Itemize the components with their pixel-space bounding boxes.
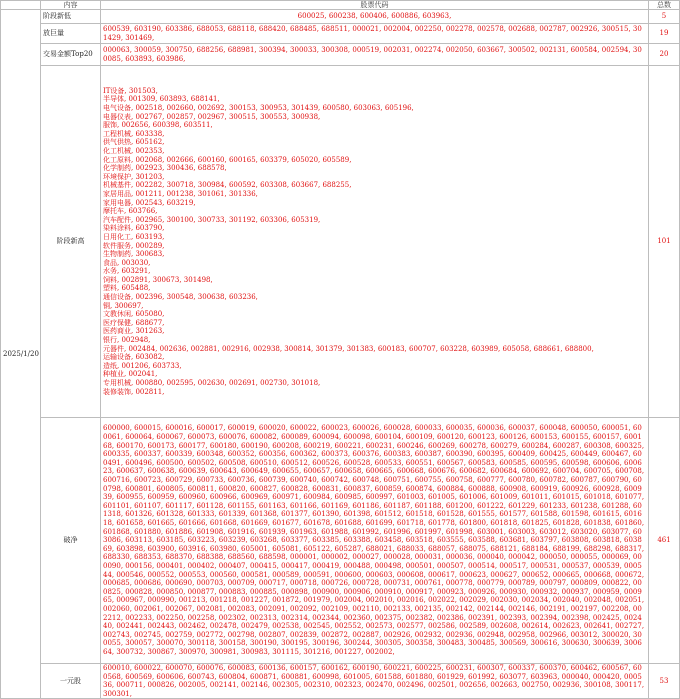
stock-codes: 600000, 600015, 600016, 600017, 600019, 600020, 600022, 600023, 600026, 600028, 600033, 600035, 600036, 600037, 600048, 600050, 600051, 600061, 600064, 600067, 600073, 600076, 600082, 600089, 600094, 600098, 600104, 600109, 600120, 600123, 600126, 600153, 600155, 600157, 600168, 600170, 600173, 600177, 600180, 600190, 600208, 600219, 600221, 600231, 600246, 600269, 600278, 600279, 600284, 600287, 600308, 600325, 600335, 600337, 600339, 600348, 600352, 600356, 600362, 600373, 600376, 600383, 600387, 600390, 600395, 600409, 600425, 600449, 600467, 600491, 600496, 600500, 600502, 600508, 600510, 600512, 600526, 600528, 600533, 600551, 600567, 600583, 600585, 600595, 600598, 600606, 600623, 600637, 600638, 600639, 600643, 600649, 600655, 600657, 600658, 600665, 600668, 600676, 600682, 600684, 600692, 600704, 600705, 600708, 600716, 600723, 600729, 600733, 600736, 600739, 600740, 600742, 600748, 600751, 600755, 600758, 600777, 600780, 600782, 600787, 600790, 600798, 600801, 600805, 600811, 600820, 600827, 600828, 600831, 600837, 600859, 600874, 600884, 600888, 600908, 600919, 600926, 600928, 600939, 600955, 600959, 600960, 600966, 600969, 600971, 600984, 600985, 600997, 601003, 601005, 601006, 601009, 601011, 601015, 601018, 601077, 601101, 601107, 601117, 601128, 601155, 601163, 601166, 601169, 601186, 601187, 601188, 601200, 601222, 601229, 601233, 601238, 601288, 601318, 601326, 601328, 601333, 601339, 601368, 601377, 601390, 601398, 601512, 601518, 601528, 601555, 601577, 601588, 601598, 601615, 601618, 601658, 601665, 601666, 601668, 601669, 601677, 601678, 601688, 601699, 601718, 601778, 601800, 601818, 601825, 601828, 601838, 601860, 601868, 601880, 601886, 601908, 601916, 601939, 601963, 601988, 601992, 601996, 601997, 601998, 603001, 603003, 603012, 603020, 603077, 603086, 603113, 603185, 603223, 603239, 603268, 603377, 603385, 603388, 603458, 603518, 603555, 603588, 603681, 603797, 603808, 603818, 603869, 603898, 603900, 603916, 603980, 605001, 605081, 605122, 605287, 688021, 688033, 688057, 688075, 688121, 688184, 688199, 688298, 688317, 688330, 688353, 688370, 688388, 688560, 688598, 000001, 000002, 000027, 000028, 000031, 000036, 000040, 000042, 000050, 000055, 000069, 000090, 000156, 000401, 000402, 000407, 000415, 000417, 000419, 000488, 000498, 000501, 000507, 000514, 000517, 000531, 000537, 000539, 000544, 000546, 000552, 000553, 000560, 000581, 000589, 000591, 000600, 000603, 000608, 000617, 000623, 000627, 000652, 000665, 000668, 000672, 000685, 000686, 000690, 000703, 000709, 000717, 000718, 000726, 000728, 000731, 000761, 000778, 000779, 000789, 000797, 000809, 000822, 000825, 000828, 000850, 000877, 000883, 000885, 000898, 000900, 000906, 000910, 000917, 000923, 000926, 000930, 000932, 000937, 000959, 000965, 000967, 000990, 001213, 001218, 001227, 001872, 001979, 002004, 002010, 002016, 002022, 002029, 002030, 002034, 002040, 002048, 002051, 002060, 002061, 002067, 002081, 002083, 002091, 002092, 002109, 002110, 002133, 002135, 002142, 002144, 002146, 002191, 002197, 002208, 002212, 002233, 002250, 002258, 002302, 002313, 002314, 002344, 002360, 002375, 002382, 002386, 002391, 002393, 002394, 002398, 002425, 002440, 002441, 002443, 002462, 002478, 002479, 002538, 002545, 002552, 002573, 002577, 002586, 002589, 002608, 002614, 002623, 002641, 002727, 002743, 002745, 002759, 002772, 002798, 002807, 002839, 002872, 002887, 002926, 002932, 002936, 002948, 002958, 002966, 003012, 300020, 300055, 300057, 300070, 300118, 300158, 300190, 300195, 300196, 300244, 300305, 300358, 300483, 300485, 300569, 300616, 300630, 300639, 300664, 300732, 300867, 300970, 300981, 300983, 301115, 301216, 001227, 002002, — [101, 418, 649, 664]
header-total: 总数 — [649, 1, 680, 10]
industry-item: 银行, 002948, — [103, 336, 151, 345]
category-name: 一元股 — [41, 664, 101, 699]
category-name: 破净 — [41, 418, 101, 664]
industry-item: 水务, 603291, — [103, 267, 151, 276]
category-name: 放巨量 — [41, 24, 101, 44]
industry-item: 化学制药, 002923, 300436, 688578, — [103, 164, 227, 173]
category-name: 阶段新低 — [41, 10, 101, 24]
industry-item: 工程机械, 603338, — [103, 129, 165, 138]
date-cell: 2025/1/20 — [1, 10, 41, 699]
count-value: 101 — [649, 66, 680, 418]
industry-item: 供气供热, 605162, — [103, 138, 165, 147]
row-one-yuan — [1, 664, 680, 699]
industry-item: 环境保护, 301203, — [103, 172, 165, 181]
header-date-blank — [1, 1, 41, 10]
industry-item: 医疗保健, 688677, — [103, 318, 165, 327]
industry-item: 电气设备, 002518, 002660, 002692, 300153, 300953, 301439, 600580, 603063, 605196, — [103, 104, 414, 112]
header-codes: 股票代码 — [101, 1, 649, 10]
category-name: 交易金额Top20 — [41, 44, 101, 66]
stock-codes: 600539, 603190, 603386, 688053, 688118, 688420, 688485, 688511, 000021, 002004, 002250, 002278, 002578, 002688, 002787, 002926, 300515, 301429, 301469, — [101, 24, 649, 44]
industry-item: 食品, 003030, — [103, 258, 151, 267]
stock-codes: 000063, 300059, 300750, 688256, 688981, 300394, 300033, 300308, 000519, 002031, 002274, 002050, 603667, 300502, 002131, 600584, 002594, 300085, 603893, 603986, — [101, 44, 649, 66]
count-value: 19 — [649, 24, 680, 44]
industry-item: 种植业, 002041, — [103, 370, 158, 379]
row-below-book — [1, 418, 680, 664]
industry-item: 造纸, 001206, 603733, — [103, 361, 182, 370]
industry-item: 生物制药, 300683, — [103, 250, 165, 259]
industry-item: 文教休闲, 605080, — [103, 310, 165, 319]
industry-item: 半导体, 001309, 603893, 688141, — [103, 95, 220, 104]
industry-item: 装修装饰, 002811, — [103, 387, 165, 396]
industry-item: 机械基件, 002282, 300718, 300984, 600592, 603308, 603667, 688255, — [103, 181, 352, 190]
count-value: 5 — [649, 10, 680, 24]
category-name: 阶段新高 — [41, 66, 101, 418]
row-top20-turnover — [1, 44, 680, 66]
row-stage-low — [1, 10, 680, 24]
industry-item: 塑料, 605488, — [103, 284, 151, 293]
header-row — [1, 1, 680, 10]
industry-item: 化工机械, 002353, — [103, 146, 165, 155]
row-huge-volume — [1, 24, 680, 44]
count-value: 20 — [649, 44, 680, 66]
industry-item: 运输设备, 603082, — [103, 353, 165, 362]
industry-item: 铜, 300697, — [103, 301, 144, 310]
industry-item: 电器仪表, 002767, 002857, 002967, 300515, 300553, 300938, — [103, 112, 321, 121]
industry-item: 服饰, 002656, 600398, 603511, — [103, 121, 213, 130]
industry-item: 家用电器, 002543, 603219, — [103, 198, 196, 207]
industry-list — [101, 66, 649, 418]
header-content: 内容 — [41, 1, 101, 10]
industry-item: 家居用品, 001211, 001238, 301061, 301336, — [103, 189, 258, 198]
industry-item: 通信设备, 002396, 300548, 300638, 603236, — [103, 293, 258, 302]
industry-item: 汽车配件, 002965, 300100, 300733, 301192, 603306, 605319, — [103, 215, 321, 224]
stock-codes: 600025, 600238, 600406, 600886, 603963, — [101, 10, 649, 24]
count-value: 461 — [649, 418, 680, 664]
industry-item: IT设备, 301503, — [103, 86, 158, 95]
industry-item: 元器件, 002484, 002636, 002881, 002916, 002938, 300814, 301379, 301383, 600183, 600707, 603228, 603989, 605058, 688661, 688800, — [103, 344, 594, 353]
stock-codes: 600010, 600022, 600070, 600076, 600083, 600136, 600157, 600162, 600190, 600221, 600225, 600231, 600307, 600337, 600370, 600462, 600567, 600568, 600569, 600606, 600743, 600804, 600871, 600881, 600998, 601005, 601588, 601880, 601929, 601992, 603077, 603963, 000040, 000420, 000536, 000711, 000826, 002005, 002141, 002146, 002305, 002310, 002323, 002470, 002496, 002501, 002656, 002663, 002750, 002936, 300108, 300117, 300301, — [101, 664, 649, 699]
industry-item: 医药商业, 301263, — [103, 327, 165, 336]
count-value: 53 — [649, 664, 680, 699]
industry-item: 软件服务, 000289, — [103, 241, 165, 250]
industry-item: 专用机械, 000880, 002595, 002630, 002691, 002730, 301018, — [103, 379, 321, 387]
industry-item: 化工原料, 002068, 002666, 600160, 600165, 603379, 605020, 605589, — [103, 155, 352, 164]
industry-item: 摩托车, 603766, — [103, 207, 158, 216]
row-stage-high — [1, 66, 680, 418]
industry-item: 饲料, 002891, 300673, 301498, — [103, 275, 213, 284]
industry-item: 日用化工, 603193, — [103, 232, 165, 241]
industry-item: 染料涂料, 603790, — [103, 224, 165, 233]
